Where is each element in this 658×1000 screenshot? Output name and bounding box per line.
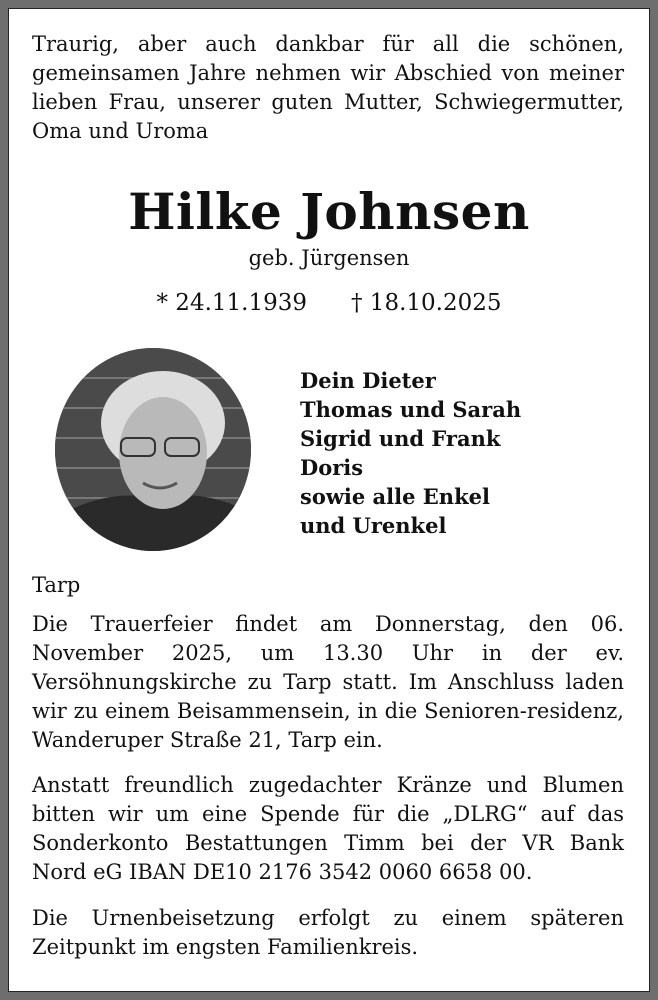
- deceased-name: Hilke Johnsen: [128, 182, 530, 241]
- death-date: † 18.10.2025: [351, 290, 502, 316]
- place: Tarp: [32, 573, 81, 597]
- funeral-text: Die Trauerfeier findet am Donnerstag, den 06. November 2025, um 13.30 Uhr in der ev. Versöhnungskirche zu Tarp statt. Im Anschluss laden wir zu einem Beisammensein, in die Senioren-residenz, Wanderuper Straße 21, Tarp ein.: [32, 612, 624, 752]
- portrait-photo: [55, 348, 251, 551]
- family-member: Sigrid und Frank: [300, 426, 501, 451]
- intro-text: Traurig, aber auch dankbar für all die schönen, gemeinsamen Jahre nehmen wir Abschied von meiner lieben Frau, unserer guten Mutter, Schwiegermutter, Oma und Uroma: [32, 32, 624, 143]
- family-member: Dein Dieter: [300, 368, 436, 393]
- birth-date: * 24.11.1939: [156, 290, 307, 316]
- birth-name: geb. Jürgensen: [248, 246, 410, 270]
- family-member: sowie alle Enkel: [300, 484, 490, 509]
- family-member: Doris: [300, 455, 364, 480]
- life-dates: [0, 290, 658, 316]
- family-member: Thomas und Sarah: [300, 397, 522, 422]
- family-list: [300, 366, 521, 540]
- family-member: und Urenkel: [300, 513, 447, 538]
- burial-text: Die Urnenbeisetzung erfolgt zu einem späteren Zeitpunkt im engsten Familienkreis.: [32, 906, 624, 959]
- donation-text: Anstatt freundlich zugedachter Kränze und Blumen bitten wir um eine Spende für die „DLRG“ auf das Sonderkonto Bestattungen Timm bei der VR Bank Nord eG IBAN DE10 2176 3542 0060 6658 00.: [32, 773, 624, 884]
